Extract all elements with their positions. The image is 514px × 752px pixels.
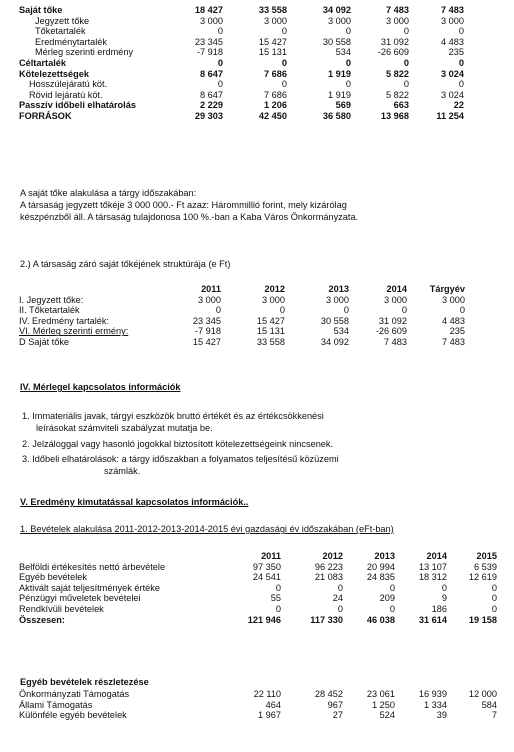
value-cell: 0	[217, 26, 223, 37]
table-row	[19, 5, 464, 16]
value-cell: 7 483	[384, 336, 407, 347]
row-label: VI. Mérleg szerinti ermény:	[19, 326, 129, 337]
value-cell: 1 206	[264, 100, 287, 111]
list-text-continued: számlák.	[104, 466, 141, 476]
table-row	[19, 710, 497, 721]
value-cell: 534	[335, 47, 351, 58]
value-cell: 117 330	[310, 614, 343, 625]
revenue-table	[19, 551, 497, 625]
value-cell: 121 946	[247, 614, 281, 625]
value-cell: 19 158	[468, 614, 497, 625]
row-label: Céltartalék	[19, 57, 66, 68]
value-cell: 3 000	[326, 294, 349, 305]
value-cell: 0	[491, 603, 497, 614]
value-cell: -26 609	[377, 47, 409, 58]
value-cell: 0	[441, 582, 447, 593]
value-cell: 24	[332, 593, 343, 604]
value-cell: 235	[448, 47, 464, 58]
value-cell: 967	[327, 699, 343, 710]
value-cell: 3 000	[328, 15, 351, 26]
value-cell: 36 580	[322, 110, 351, 121]
value-cell: 464	[265, 699, 281, 710]
value-cell: 3 000	[264, 15, 287, 26]
value-cell: -26 609	[375, 326, 407, 337]
list-number: 2.	[22, 439, 30, 449]
row-label: Kötelezettségek	[19, 68, 89, 79]
value-cell: 3 000	[198, 294, 221, 305]
row-label: Passzív időbeli elhatárolás	[19, 100, 136, 111]
value-cell: 5 822	[386, 89, 409, 100]
value-cell: 0	[279, 305, 285, 316]
value-cell: 15 427	[192, 336, 221, 347]
table-row	[19, 562, 497, 573]
table-row	[19, 26, 464, 37]
value-cell: 55	[270, 593, 281, 604]
value-cell: 0	[403, 79, 409, 90]
value-cell: 569	[335, 100, 351, 111]
value-cell: 7 686	[264, 89, 287, 100]
value-cell: 7	[491, 710, 497, 721]
value-cell: 30 558	[320, 315, 349, 326]
section4-title: IV. Mérlegel kapcsolatos információk	[20, 382, 181, 392]
table-row	[19, 572, 497, 583]
column-header: 2011	[261, 551, 281, 561]
value-cell: 0	[345, 57, 351, 68]
value-cell: 0	[337, 582, 343, 593]
value-cell: 9	[441, 593, 447, 604]
value-cell: 7 483	[442, 336, 465, 347]
row-label: I. Jegyzett tőke:	[19, 294, 84, 305]
value-cell: 0	[281, 57, 287, 68]
value-cell: 3 000	[384, 294, 407, 305]
row-label: Rendkívüli bevételek	[19, 603, 104, 614]
value-cell: 97 350	[252, 561, 281, 572]
value-cell: 524	[379, 710, 395, 721]
value-cell: 0	[403, 57, 409, 68]
value-cell: 20 994	[366, 561, 395, 572]
value-cell: 27	[332, 710, 343, 721]
table-row	[19, 100, 464, 111]
equity-paragraph	[20, 187, 358, 223]
value-cell: 21 083	[314, 572, 343, 583]
value-cell: 18 427	[194, 5, 223, 15]
value-cell: 1 919	[328, 68, 351, 79]
value-cell: 0	[491, 593, 497, 604]
value-cell: 1 250	[372, 699, 395, 710]
row-label: IV. Eredmény tartalék:	[19, 315, 110, 326]
value-cell: 7 483	[441, 5, 464, 15]
value-cell: 0	[491, 582, 497, 593]
row-label: D Saját tőke	[19, 336, 70, 347]
table-row	[19, 583, 497, 594]
value-cell: 0	[343, 305, 349, 316]
value-cell: 15 131	[256, 326, 285, 337]
value-cell: 235	[449, 326, 465, 337]
value-cell: 31 614	[418, 614, 447, 625]
list-number: 1.	[22, 411, 30, 421]
table-row	[19, 111, 464, 122]
value-cell: 584	[481, 699, 497, 710]
value-cell: 16 939	[418, 689, 447, 699]
value-cell: -7 918	[194, 326, 221, 337]
row-label: Különféle egyéb bevételek	[19, 710, 127, 721]
row-label: Pénzügyi műveletek bevételei	[19, 593, 141, 604]
value-cell: 15 427	[256, 315, 285, 326]
value-cell: 0	[217, 57, 223, 68]
row-label: Hosszúlejáratú köt.	[29, 79, 108, 90]
table-row	[19, 79, 464, 90]
table-row	[19, 700, 497, 711]
section5-title: V. Eredmény kimutatással kapcsolatos információk..	[20, 497, 249, 507]
value-cell: 3 024	[441, 89, 464, 100]
table-row	[19, 593, 497, 604]
column-header: 2012	[264, 284, 285, 294]
value-cell: 11 254	[436, 110, 464, 121]
table-row	[19, 337, 465, 348]
row-label: Összesen:	[19, 614, 65, 625]
header-row	[19, 284, 465, 295]
value-cell: 23 061	[366, 689, 395, 699]
column-header: 2013	[374, 551, 395, 561]
table-row	[19, 69, 464, 80]
row-label: Mérleg szerinti erdmény	[35, 47, 134, 58]
value-cell: 3 000	[262, 294, 285, 305]
value-cell: 24 541	[252, 572, 281, 583]
column-header: 2015	[476, 551, 497, 561]
row-label: Belföldi értékesítés nettó árbevétele	[19, 561, 166, 572]
column-header: Tárgyév	[429, 284, 465, 294]
row-label: FORRÁSOK	[19, 110, 72, 121]
value-cell: 3 000	[441, 15, 464, 26]
value-cell: 29 303	[194, 110, 223, 121]
list-text: Immateriális javak, tárgyi eszközök bruttó értékét és az értékcsökkenési	[32, 411, 324, 421]
value-cell: 0	[458, 79, 464, 90]
row-label: Tőketartalék	[35, 26, 86, 37]
equity-structure-table	[19, 284, 465, 348]
value-cell: 186	[431, 603, 447, 614]
table-row	[19, 615, 497, 626]
paragraph-line: A saját tőke alakulása a tárgy időszakában:	[20, 188, 197, 198]
other-revenue-table	[19, 689, 497, 721]
column-header: 2014	[386, 284, 407, 294]
value-cell: 0	[403, 26, 409, 37]
header-row	[19, 551, 497, 562]
value-cell: 0	[275, 603, 281, 614]
value-cell: 0	[401, 305, 407, 316]
value-cell: 33 558	[258, 5, 287, 15]
table-row	[19, 37, 464, 48]
value-cell: 0	[217, 79, 223, 90]
value-cell: 0	[281, 26, 287, 37]
list-item	[22, 410, 324, 434]
value-cell: 46 038	[366, 614, 395, 625]
value-cell: 23 345	[194, 36, 223, 47]
equity-liabilities-table	[19, 5, 464, 122]
value-cell: 0	[345, 79, 351, 90]
paragraph-line: A társaság jegyzett tőkéje 3 000 000.- Ft azaz: Hárommillió forint, mely kizárólag	[20, 200, 347, 210]
table-row	[19, 305, 465, 316]
value-cell: 0	[281, 79, 287, 90]
row-label: Állami Támogatás	[19, 699, 93, 710]
value-cell: 4 483	[442, 315, 465, 326]
list-text: Jelzáloggal vagy hasonló jogokkal biztosított kötelezettségeink nincsenek.	[32, 439, 334, 449]
table-row	[19, 47, 464, 58]
value-cell: 1 334	[424, 699, 447, 710]
value-cell: 22	[453, 100, 464, 111]
column-header: 2011	[201, 284, 221, 294]
value-cell: 0	[458, 57, 464, 68]
value-cell: 3 000	[442, 294, 465, 305]
value-cell: 0	[337, 603, 343, 614]
value-cell: 0	[459, 305, 465, 316]
value-cell: 34 092	[320, 336, 349, 347]
section2-title: 2.) A társaság záró saját tőkéjének struktúrája (e Ft)	[20, 259, 231, 269]
value-cell: 15 131	[258, 47, 287, 58]
value-cell: 12 000	[468, 689, 497, 699]
value-cell: 7 483	[386, 5, 409, 15]
value-cell: 0	[389, 603, 395, 614]
value-cell: 42 450	[258, 110, 287, 121]
list-item	[22, 453, 339, 477]
section6-title: Egyéb bevételek részletezése	[20, 677, 149, 687]
table-row	[19, 58, 464, 69]
row-label: Saját tőke	[19, 5, 63, 15]
row-label: Aktivált saját teljesítmények értéke	[19, 582, 160, 593]
row-label: Egyéb bevételek	[19, 572, 87, 583]
value-cell: 31 092	[380, 36, 409, 47]
value-cell: 7 686	[264, 68, 287, 79]
column-header: 2013	[328, 284, 349, 294]
value-cell: 23 345	[192, 315, 221, 326]
value-cell: 3 024	[441, 68, 464, 79]
row-label: Önkormányzati Támogatás	[19, 689, 130, 699]
value-cell: 31 092	[378, 315, 407, 326]
value-cell: 6 539	[474, 561, 497, 572]
row-label: Rövid lejáratú köt.	[29, 89, 103, 100]
value-cell: 1 967	[258, 710, 281, 721]
value-cell: 3 000	[200, 15, 223, 26]
value-cell: 0	[458, 26, 464, 37]
value-cell: 8 647	[200, 68, 223, 79]
section5-subtitle: 1. Bevételek alakulása 2011-2012-2013-2014-2015 évi gazdasági év időszakában (eFt-ban)	[20, 524, 394, 534]
value-cell: 1 919	[328, 89, 351, 100]
list-text-continued: leírásokat számviteli szabályzat mutatja be.	[36, 423, 213, 433]
column-header: 2012	[322, 551, 343, 561]
list-number: 3.	[22, 454, 30, 464]
value-cell: 5 822	[386, 68, 409, 79]
value-cell: 13 968	[380, 110, 409, 121]
value-cell: 663	[393, 100, 409, 111]
value-cell: 0	[389, 582, 395, 593]
table-row	[19, 689, 497, 700]
value-cell: 33 558	[256, 336, 285, 347]
value-cell: 39	[436, 710, 447, 721]
value-cell: 12 619	[468, 572, 497, 583]
table-row	[19, 90, 464, 101]
column-header: 2014	[426, 551, 447, 561]
value-cell: 0	[345, 26, 351, 37]
value-cell: -7 918	[196, 47, 223, 58]
table-row	[19, 16, 464, 27]
value-cell: 18 312	[418, 572, 447, 583]
value-cell: 209	[379, 593, 395, 604]
value-cell: 4 483	[441, 36, 464, 47]
value-cell: 0	[215, 305, 221, 316]
table-row	[19, 295, 465, 306]
value-cell: 0	[275, 582, 281, 593]
list-text: Időbeli elhatárolások: a tárgy időszakban a folyamatos teljesítésű közüzemi	[32, 454, 339, 464]
value-cell: 96 223	[314, 561, 343, 572]
value-cell: 22 110	[253, 689, 281, 699]
value-cell: 28 452	[314, 689, 343, 699]
value-cell: 30 558	[322, 36, 351, 47]
value-cell: 3 000	[386, 15, 409, 26]
value-cell: 24 835	[366, 572, 395, 583]
row-label: Jegyzett tőke	[35, 15, 90, 26]
value-cell: 34 092	[322, 5, 351, 15]
value-cell: 13 107	[418, 561, 447, 572]
table-row	[19, 326, 465, 337]
table-row	[19, 604, 497, 615]
value-cell: 15 427	[258, 36, 287, 47]
paragraph-line: készpénzből áll. A társaság tulajdonosa 100 %.-ban a Kaba Város Önkormányzata.	[20, 212, 359, 222]
row-label: II. Tőketartalék	[19, 305, 80, 316]
value-cell: 8 647	[200, 89, 223, 100]
list-item	[22, 438, 333, 450]
row-label: Eredménytartalék	[35, 36, 108, 47]
value-cell: 2 229	[200, 100, 223, 111]
value-cell: 534	[333, 326, 349, 337]
table-row	[19, 316, 465, 327]
